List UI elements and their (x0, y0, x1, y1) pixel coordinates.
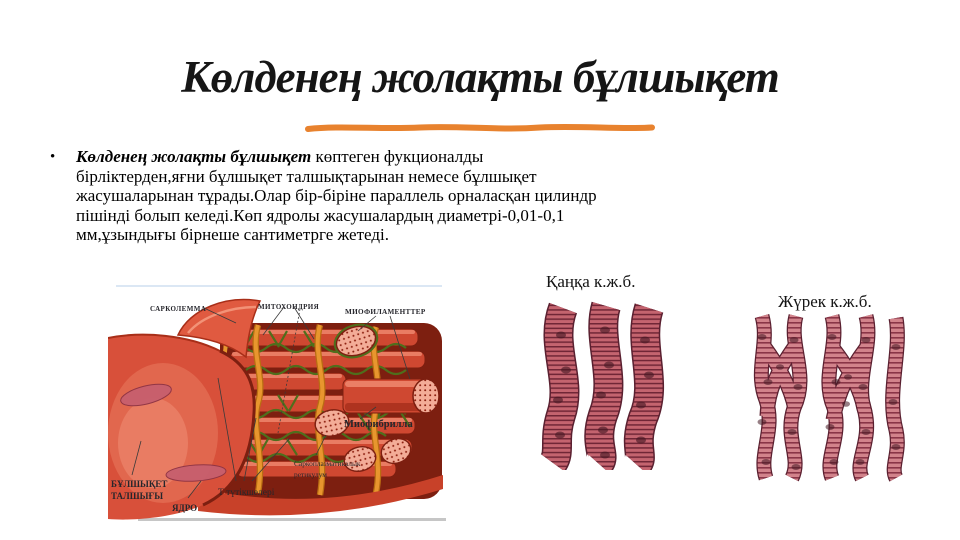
body-line-2: бірліктерден,яғни бұлшықет талшықтарынан немесе бұлшықет (76, 166, 537, 186)
diagram-label-sr-line2: ретикулум (294, 470, 327, 479)
diagram-label-mitochondria: МИТОХОНДРИЯ (258, 303, 320, 311)
diagram-label-myofilaments: МИОФИЛАМЕНТТЕР (345, 308, 426, 316)
body-line-1-rest: көптеген фукционалды (311, 147, 484, 166)
diagram-top-border (116, 285, 442, 287)
body-line-3: жасушаларынан тұрады.Олар бір-біріне параллель орналасқан цилиндр (76, 186, 597, 205)
slide-title: Көлденең жолақты бұлшықет (181, 52, 779, 102)
body-text (76, 147, 810, 245)
diagram-label-sr-line1: Саркоплазматикалык (294, 459, 361, 468)
cardiac-fiber-network (761, 316, 897, 478)
protruding-myofibril (343, 379, 439, 413)
muscle-fiber-diagram (108, 283, 448, 531)
skeletal-caption: Қаңқа к.ж.б. (546, 272, 636, 291)
body-line-5: мм,ұзындығы бірнеше сантиметрге жетеді. (76, 225, 389, 244)
bullet-marker: • (50, 149, 56, 165)
diagram-label-nucleus: ЯДРО (172, 503, 198, 513)
body-line-1 (76, 147, 810, 167)
body-line-4: пішінді болып келеді.Көп ядролы жасушалардың диаметрі-0,01-0,1 (76, 205, 565, 225)
diagram-label-t-tubules: Т түтікшелері (218, 488, 275, 498)
diagram-label-fiber-line2: ТАЛШЫҒЫ (111, 491, 164, 501)
cardiac-caption: Жүрек к.ж.б. (778, 292, 872, 311)
diagram-label-sarcolemma: САРКОЛЕММА (150, 305, 207, 313)
body-lead-phrase: Көлденең жолақты бұлшықет (76, 147, 312, 166)
body-paragraph (50, 147, 810, 245)
diagram-bottom-border (138, 518, 446, 521)
diagram-label-myofibril: Миофибрилла (344, 419, 413, 430)
skeletal-muscle-image (533, 300, 673, 470)
cardiac-muscle-image (748, 312, 913, 482)
title-underline-decoration (300, 119, 660, 137)
diagram-label-fiber-line1: БҰЛШЫҚЕТ (111, 479, 168, 489)
